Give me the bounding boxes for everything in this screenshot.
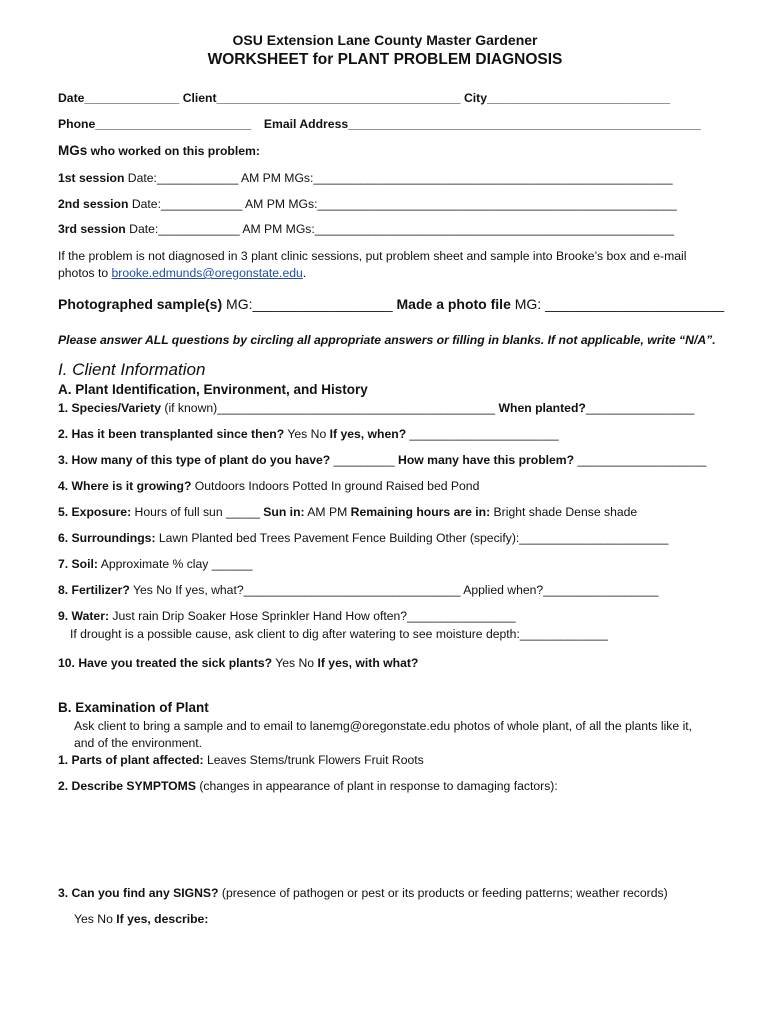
plant-count-field[interactable]: _________ (333, 453, 395, 467)
soil-clay-field[interactable]: Approximate % clay ______ (100, 557, 253, 571)
water-options[interactable]: Just rain Drip Soaker Hose Sprinkler Hand How often?________________ (112, 609, 516, 623)
treated-label: 10. Have you treated the sick plants? (58, 656, 273, 670)
treated-with-label: If yes, with what? (317, 656, 419, 670)
part-a-heading: A. Plant Identification, Environment, and History (58, 382, 368, 397)
date-field[interactable]: Date______________ (58, 91, 180, 105)
phone-field[interactable]: Phone_______________________ (58, 117, 252, 131)
photo-file-field[interactable]: MG: _______________________ (514, 296, 725, 312)
session-mgs-field[interactable]: AM PM MGs:_____________________________________________________ (245, 197, 677, 211)
question-soil (58, 557, 712, 571)
question-symptoms (58, 779, 712, 793)
org-title: OSU Extension Lane County Master Gardener (232, 32, 538, 48)
question-plant-count (58, 453, 712, 467)
parts-affected-options[interactable]: Leaves Stems/trunk Flowers Fruit Roots (207, 753, 424, 767)
fertilizer-label: 8. Fertilizer? (58, 583, 130, 597)
surroundings-label: 6. Surroundings: (58, 531, 156, 545)
brooke-email-link[interactable]: brooke.edmunds@oregonstate.edu (111, 266, 303, 280)
session-date-field[interactable]: Date:____________ (129, 222, 240, 236)
where-growing-label: 4. Where is it growing? (58, 479, 192, 493)
mgs-rest: who worked on this problem: (90, 144, 260, 158)
mgs-label: MGs (58, 143, 88, 158)
session-mgs-field[interactable]: AM PM MGs:_____________________________________________________ (242, 222, 675, 236)
session-row-1 (58, 171, 712, 185)
where-growing-options[interactable]: Outdoors Indoors Potted In ground Raised bed Pond (194, 479, 480, 493)
session-mgs-field[interactable]: AM PM MGs:_____________________________________________________ (240, 171, 673, 185)
question-parts-affected (58, 753, 712, 767)
session-label: 2nd session (58, 197, 129, 211)
soil-label: 7. Soil: (58, 557, 98, 571)
full-sun-field[interactable]: Hours of full sun _____ (134, 505, 260, 519)
signs-describe-label: If yes, describe: (116, 912, 209, 926)
client-field[interactable]: Client____________________________________ (182, 91, 461, 105)
question-treated (58, 656, 712, 670)
photographed-sample-label: Photographed sample(s) (58, 296, 223, 312)
notice-end: . (302, 266, 307, 280)
city-field[interactable]: City___________________________ (463, 91, 671, 105)
plant-count-label: 3. How many of this type of plant do you have? (58, 453, 331, 467)
contact-row-2 (58, 117, 712, 131)
instructions: Please answer ALL questions by circling all appropriate answers or filling in blanks. If not applicable, write “N/A”. (58, 333, 716, 347)
surroundings-options[interactable]: Lawn Planted bed Trees Pavement Fence Building Other (specify):______________________ (158, 531, 669, 545)
session-row-3 (58, 222, 712, 236)
question-where-growing (58, 479, 712, 493)
signs-description: (presence of pathogen or pest or its products or feeding patterns; weather records) (221, 886, 668, 900)
notice-text (58, 248, 712, 282)
fertilizer-fields[interactable]: Yes No If yes, what?________________________________ Applied when?_________________ (132, 583, 659, 597)
signs-answer-row (58, 912, 712, 926)
question-species (58, 401, 712, 415)
session-label: 3rd session (58, 222, 126, 236)
species-label: 1. Species/Variety (58, 401, 161, 415)
worksheet-title: WORKSHEET for PLANT PROBLEM DIAGNOSIS (207, 51, 563, 68)
question-surroundings (58, 531, 712, 545)
treated-options[interactable]: Yes No (275, 656, 315, 670)
drought-note[interactable]: If drought is a possible cause, ask client to dig after watering to see moisture depth:_____________ (70, 627, 608, 641)
shade-options[interactable]: Bright shade Dense shade (493, 505, 638, 519)
symptoms-label: 2. Describe SYMPTOMS (58, 779, 196, 793)
sun-in-options[interactable]: AM PM (307, 505, 348, 519)
water-label: 9. Water: (58, 609, 110, 623)
email-field[interactable]: Email Address____________________________________________________ (263, 117, 701, 131)
sun-in-label: Sun in: (263, 505, 305, 519)
photographed-sample-field[interactable]: MG:__________________ (226, 296, 393, 312)
part-b-heading: B. Examination of Plant (58, 700, 209, 715)
photo-row (58, 296, 725, 312)
photo-file-label: Made a photo file (396, 296, 511, 312)
question-transplanted (58, 427, 712, 441)
contact-row-1 (58, 91, 712, 105)
mgs-heading (58, 143, 712, 158)
exposure-label: 5. Exposure: (58, 505, 132, 519)
notice-body: If the problem is not diagnosed in 3 plant clinic sessions, put problem sheet and sample into Brooke’s box and e-mail photos to (58, 249, 687, 280)
when-planted-label: When planted? (498, 401, 586, 415)
transplanted-when-field[interactable]: ______________________ (409, 427, 559, 441)
species-field[interactable]: (if known)_________________________________________ (164, 401, 496, 415)
parts-affected-label: 1. Parts of plant affected: (58, 753, 204, 767)
session-date-field[interactable]: Date:____________ (131, 197, 243, 211)
problem-count-label: How many have this problem? (398, 453, 575, 467)
remaining-hours-label: Remaining hours are in: (350, 505, 491, 519)
when-planted-field[interactable]: ________________ (585, 401, 695, 415)
transplanted-options[interactable]: Yes No (287, 427, 327, 441)
signs-label: 3. Can you find any SIGNS? (58, 886, 219, 900)
signs-options[interactable]: Yes No (74, 912, 113, 926)
transplanted-when-label: If yes, when? (329, 427, 407, 441)
question-fertilizer (58, 583, 712, 597)
transplanted-label: 2. Has it been transplanted since then? (58, 427, 285, 441)
session-date-field[interactable]: Date:____________ (127, 171, 239, 185)
problem-count-field[interactable]: ___________________ (577, 453, 707, 467)
session-label: 1st session (58, 171, 125, 185)
question-water (58, 609, 712, 623)
question-exposure (58, 505, 712, 519)
question-signs (58, 886, 712, 900)
symptoms-description: (changes in appearance of plant in response to damaging factors): (199, 779, 558, 793)
section-client-information: I. Client Information (58, 360, 206, 379)
session-row-2 (58, 197, 712, 211)
part-b-instructions: Ask client to bring a sample and to email to lanemg@oregonstate.edu photos of whole plant, of all the plants like it, and of the environment. (74, 719, 693, 750)
